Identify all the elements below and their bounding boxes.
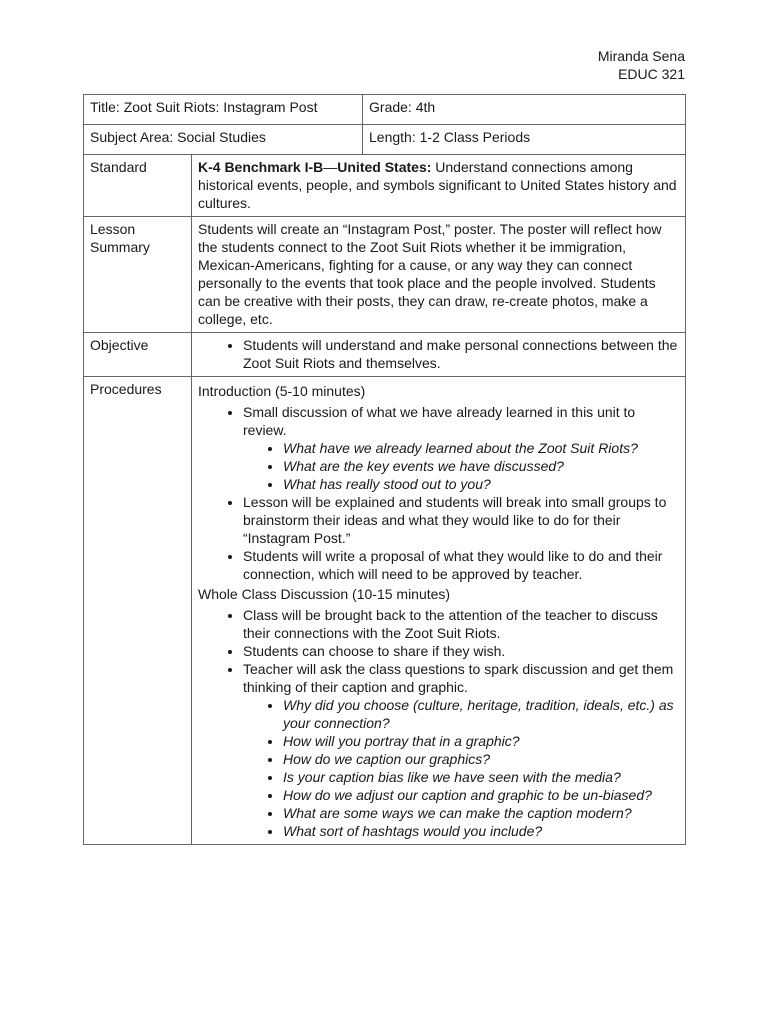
intro-list [198,403,679,583]
objective-list [198,336,679,372]
intro-item-review [243,403,679,493]
title-row [84,95,686,125]
objective-label: Objective [84,333,192,377]
whole-question: • Why did you choose (culture, heritage, tradition, ideals, etc.) as your connection? [283,696,679,732]
objective-item: • Students will understand and make personal connections between the Zoot Suit Riots and themselves. [243,336,679,372]
whole-question: • Is your caption bias like we have seen with the media? [283,768,679,786]
summary-content: Students will create an “Instagram Post,” poster. The poster will reflect how the students connect to the Zoot Suit Riots whether it be immigration, Mexican-Americans, fighting for a cause, or any way they can connect personally to the events that took place and the people involved. Students can be creative with their posts, they can draw, re-create photos, make a college, etc. [192,217,686,333]
lesson-title: Title: Zoot Suit Riots: Instagram Post [84,95,363,125]
whole-question: • How will you portray that in a graphic? [283,732,679,750]
lesson-plan-table [83,94,686,845]
procedures-content [192,377,686,845]
subject-area: Subject Area: Social Studies [84,125,363,155]
whole-item-attention: • Class will be brought back to the attention of the teacher to discuss their connections with the Zoot Suit Riots. [243,606,679,642]
standard-content [192,155,686,217]
standard-dash: — [323,159,338,175]
standard-description: Understand connections among historical events, people, and symbols significant to United States history and cultures. [198,159,677,211]
standard-benchmark: K-4 Benchmark I-B [198,159,324,175]
summary-label: Lesson Summary [84,217,192,333]
procedures-row [84,377,686,845]
whole-item-questions [243,660,679,840]
whole-class-list [198,606,679,840]
whole-question: • What sort of hashtags would you include? [283,822,679,840]
intro-question: • What are the key events we have discussed? [283,457,679,475]
objective-row [84,333,686,377]
subject-row [84,125,686,155]
author-name: Miranda Sena [597,48,685,64]
whole-question: • How do we adjust our caption and graphic to be un-biased? [283,786,679,804]
lesson-grade: Grade: 4th [363,95,686,125]
summary-row [84,217,686,333]
procedures-label: Procedures [84,377,192,845]
document-header [598,47,685,83]
intro-heading: Introduction (5-10 minutes) [198,383,366,399]
intro-item-groups: • Lesson will be explained and students will break into small groups to brainstorm their ideas and what they would like to do for their “Instagram Post.” [243,493,679,547]
intro-item-proposal: • Students will write a proposal of what they would like to do and their connection, which will need to be approved by teacher. [243,547,679,583]
intro-question: • What have we already learned about the Zoot Suit Riots? [283,439,679,457]
whole-questions [243,696,679,840]
intro-item-review-text: Small discussion of what we have already learned in this unit to review. [243,404,636,438]
objective-content [192,333,686,377]
standard-label: Standard [84,155,192,217]
intro-question: • What has really stood out to you? [283,475,679,493]
lesson-length: Length: 1-2 Class Periods [363,125,686,155]
whole-class-heading: Whole Class Discussion (10-15 minutes) [198,586,451,602]
whole-item-questions-text: Teacher will ask the class questions to spark discussion and get them thinking of their caption and graphic. [243,661,674,695]
whole-item-share: • Students can choose to share if they wish. [243,642,679,660]
standard-country: United States: [337,159,432,175]
standard-row [84,155,686,217]
intro-questions [243,439,679,493]
whole-question: • What are some ways we can make the caption modern? [283,804,679,822]
course-code: EDUC 321 [618,66,685,82]
whole-question: • How do we caption our graphics? [283,750,679,768]
